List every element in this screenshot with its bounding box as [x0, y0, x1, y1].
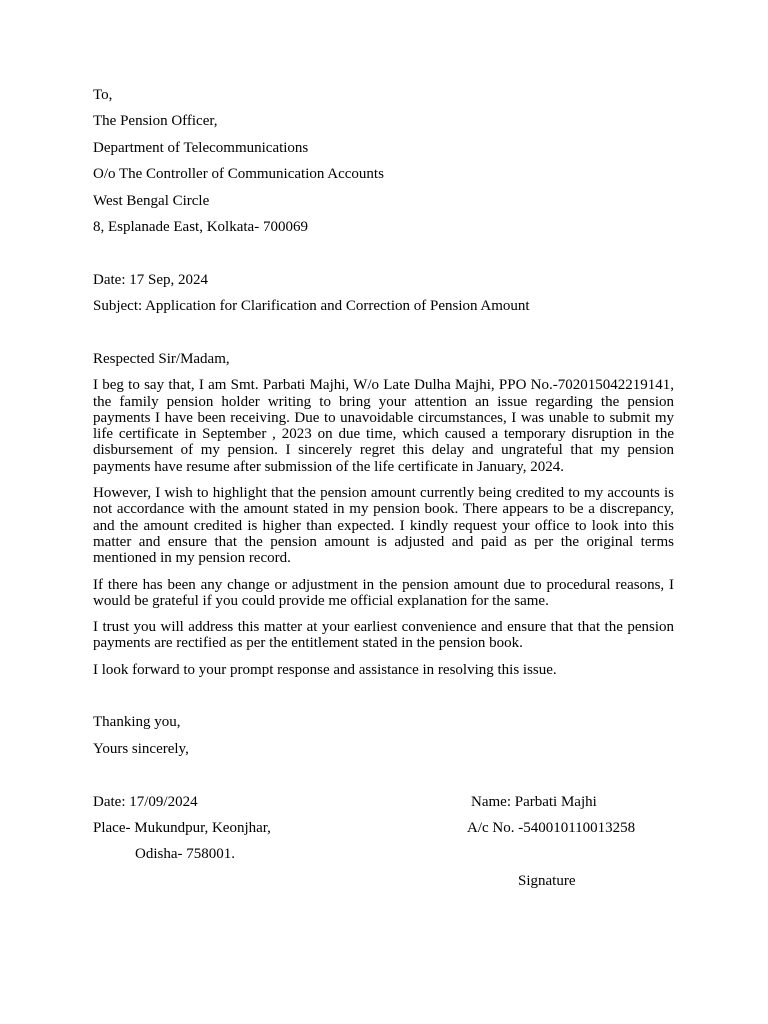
spacer — [93, 766, 674, 785]
spacer — [93, 324, 674, 343]
footer-place: Place- Mukundpur, Keonjhar, — [93, 820, 271, 836]
body-paragraph-closing: I look forward to your prompt response and assistance in resolving this issue. — [93, 661, 557, 678]
spacer — [93, 244, 674, 263]
letter-page — [93, 86, 674, 898]
letter-date: Date: 17 Sep, 2024 — [93, 271, 208, 288]
signature-label: Signature — [518, 872, 576, 889]
footer-name: Name: Parbati Majhi — [471, 793, 597, 810]
footer-row-signature — [93, 872, 674, 891]
recipient-title: The Pension Officer, — [93, 113, 218, 130]
recipient-office: O/o The Controller of Communication Accounts — [93, 166, 384, 183]
footer-place-line2: Odisha- 758001. — [135, 846, 235, 863]
footer-account: A/c No. -540010110013258 — [467, 820, 636, 836]
spacer — [93, 687, 674, 706]
body-paragraph-request: I trust you will address this matter at your earliest convenience and ensure that that the pension payments are rectified as per the entitlement stated in the pension book. — [93, 619, 674, 652]
body-paragraph-intro: I beg to say that, I am Smt. Parbati Majhi, W/o Late Dulha Majhi, PPO No.-702015042219141, the family pension holder writing to bring your attention an issue regarding the pension payments I have been receiving. Due to unavoidable circumstances, I was unable to submit my life certificate in September , 2023 on due time, which caused a temporary disruption in the disbursement of my pension. I sincerely regret this delay and ungrateful that my pension payments have resume after submission of the life certificate in January, 2024. — [93, 377, 674, 475]
recipient-department: Department of Telecommunications — [93, 139, 309, 156]
footer-row-1 — [93, 793, 674, 812]
recipient-address: 8, Esplanade East, Kolkata- 700069 — [93, 218, 308, 235]
thanks-line: Thanking you, — [93, 714, 181, 731]
body-paragraph-discrepancy: However, I wish to highlight that the pension amount currently being credited to my accounts is not accordance with the amount stated in my pension book. There appears to be a discrepancy, and the amount credited is higher than expected. I kindly request your office to look into this matter and ensure that the pension amount is adjusted and paid as per the original terms mentioned in my pension record. — [93, 485, 674, 567]
letter-subject: Subject: Application for Clarification and Correction of Pension Amount — [93, 298, 530, 315]
footer-row-2 — [93, 819, 674, 838]
footer-date: Date: 17/09/2024 — [93, 793, 198, 810]
greeting: Respected Sir/Madam, — [93, 350, 230, 367]
sign-off-line: Yours sincerely, — [93, 740, 189, 757]
to-label: To, — [93, 87, 113, 103]
recipient-circle: West Bengal Circle — [93, 192, 210, 209]
body-paragraph-explanation: If there has been any change or adjustment in the pension amount due to procedural reasons, I would be grateful if you could provide me official explanation for the same. — [93, 576, 674, 609]
